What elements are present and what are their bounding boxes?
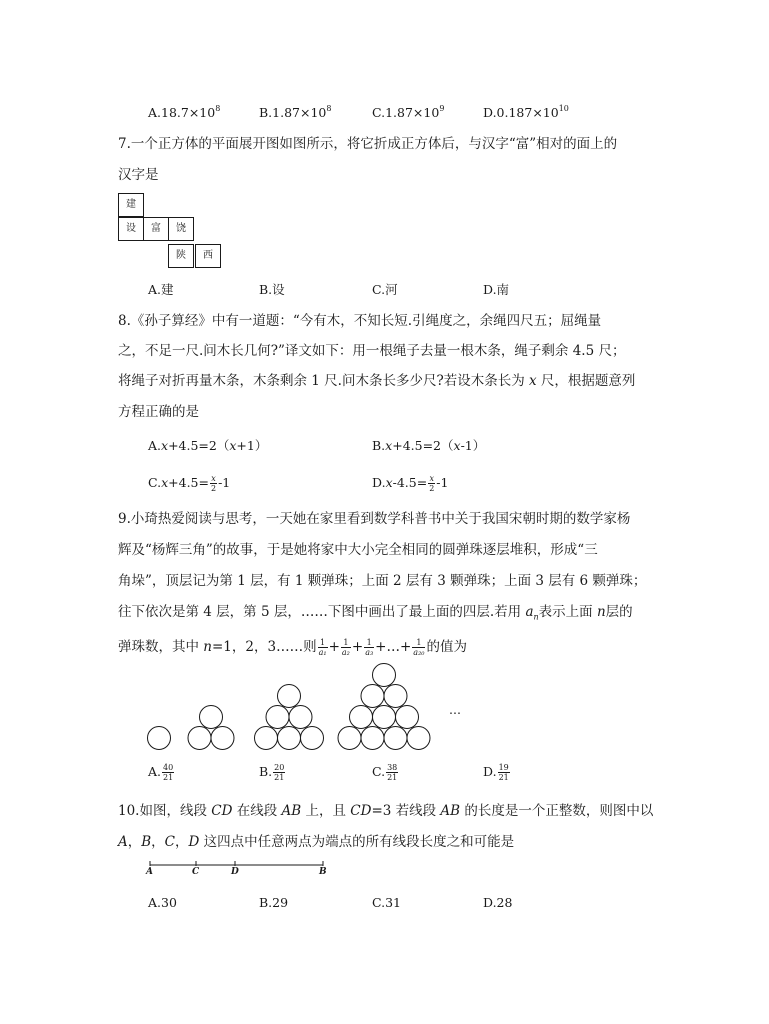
net-face-xi: 西 bbox=[195, 244, 221, 268]
q9-line4-text-b: 表示上面 bbox=[538, 604, 597, 620]
q10-l1-c: 在线段 bbox=[232, 803, 282, 819]
q9-c-num: 38 bbox=[387, 763, 398, 772]
q10-option-b[interactable]: B.29 bbox=[259, 895, 289, 910]
q7-stem-line1: 7.一个正方体的平面展开图如图所示，将它折成正方体后，与汉字“富”相对的面上的 bbox=[118, 136, 618, 152]
q9-line4-sub-n: n bbox=[533, 612, 539, 622]
q9-c-den: 21 bbox=[387, 773, 398, 782]
q10-l1-ab2: AB bbox=[440, 803, 461, 819]
q9-stem-line3: 角垛”，顶层记为第 1 层，有 1 颗弹珠；上面 2 层有 3 颗弹珠；上面 3 层有 6 颗弹珠； bbox=[118, 573, 647, 589]
q8-d-mid: -4.5= bbox=[392, 475, 428, 490]
q7-option-b[interactable]: B.设 bbox=[259, 282, 285, 297]
q8-stem-line4: 方程正确的是 bbox=[118, 404, 199, 420]
point-label-a: A bbox=[146, 867, 153, 877]
q10-l1-ab: AB bbox=[281, 803, 302, 819]
sum-term-1-den: a₁ bbox=[318, 648, 327, 657]
q8-c-frac-den: 2 bbox=[210, 484, 217, 493]
q10-l1-i: 的长度是一个正整数，则图中以 bbox=[460, 803, 654, 819]
q6-option-d-exponent: 10 bbox=[558, 104, 569, 113]
q8-d-frac-den: 2 bbox=[429, 484, 435, 493]
sum-term-20-num: 1 bbox=[412, 638, 425, 648]
q9-line5-text-a: 弹珠数，其中 bbox=[118, 639, 204, 655]
q10-l2-b: B bbox=[141, 834, 152, 850]
q9-line4-var-a: a bbox=[525, 604, 534, 620]
net-face-jian: 建 bbox=[118, 193, 144, 217]
q8-a-mid: +4.5=2（ bbox=[168, 438, 230, 453]
q9-line4-var-n: n bbox=[596, 604, 606, 620]
q10-l2-sep1: ， bbox=[127, 834, 142, 850]
q9-d-label: D. bbox=[483, 764, 497, 779]
q10-l2-sep3: ， bbox=[175, 834, 189, 850]
q9-b-den: 21 bbox=[274, 773, 285, 782]
q7-option-a[interactable]: A.建 bbox=[148, 282, 174, 297]
point-label-c: C bbox=[192, 867, 200, 877]
q8-b-mid: +4.5=2（ bbox=[392, 438, 454, 453]
q10-l1-cd: CD bbox=[211, 803, 233, 819]
q8-c-mid: +4.5= bbox=[168, 475, 209, 490]
q9-d-num: 19 bbox=[498, 763, 509, 772]
q8-d-end: -1 bbox=[436, 475, 449, 490]
net-face-shan: 陕 bbox=[168, 244, 194, 268]
q10-option-d[interactable]: D.28 bbox=[483, 895, 513, 910]
q8-a-end: +1） bbox=[236, 438, 268, 453]
q10-l1-e: 上，且 bbox=[301, 803, 351, 819]
q9-b-num: 20 bbox=[274, 763, 285, 772]
q8-c-var: x bbox=[161, 475, 169, 490]
q8-a-var: x bbox=[161, 438, 169, 453]
q9-line4-text-c: 层的 bbox=[605, 604, 633, 620]
q6-option-b-exponent: 8 bbox=[326, 104, 332, 113]
q8-c-frac-num: x bbox=[211, 474, 216, 483]
sum-ellipsis-plus: +…+ bbox=[375, 639, 412, 655]
q8-c-end: -1 bbox=[218, 475, 231, 490]
sum-term-20-den: a₂₀ bbox=[413, 648, 425, 657]
q9-stem-line2: 辉及“杨辉三角”的故事，于是她将家中大小完全相同的圆弹珠逐层堆积，形成“三 bbox=[118, 542, 598, 558]
q8-c-label: C. bbox=[148, 475, 162, 490]
q10-l2-c: C bbox=[164, 834, 176, 850]
q6-option-c-exponent: 9 bbox=[439, 104, 445, 113]
sum-term-1-num: 1 bbox=[318, 638, 328, 648]
q10-option-c[interactable]: C.31 bbox=[372, 895, 401, 910]
sum-plus-2: + bbox=[351, 639, 364, 655]
sum-term-2-den: a₂ bbox=[341, 648, 350, 657]
q8-b-var: x bbox=[385, 438, 393, 453]
q10-l1-cd2: CD bbox=[350, 803, 372, 819]
q7-option-c[interactable]: C.河 bbox=[372, 282, 398, 297]
q9-line5-var-n: n bbox=[203, 639, 212, 655]
q10-l2-a: A bbox=[118, 834, 128, 850]
q8-a-label: A. bbox=[148, 438, 162, 453]
q8-line3-text-b: 尺，根据题意列 bbox=[536, 373, 636, 389]
q10-l2-sep2: ， bbox=[151, 834, 165, 850]
q9-a-den: 21 bbox=[163, 773, 174, 782]
q6-option-b-text: B.1.87×10 bbox=[259, 105, 327, 120]
q9-c-label: C. bbox=[372, 764, 386, 779]
net-face-fu: 富 bbox=[143, 217, 169, 241]
q10-l1-g: =3 若线段 bbox=[371, 803, 441, 819]
net-face-she: 设 bbox=[118, 217, 144, 241]
q8-stem-line2: 之，不足一尺.问木长几何?”译文如下：用一根绳子去量一根木条，绳子剩余 4.5 尺； bbox=[118, 343, 626, 359]
q9-a-label: A. bbox=[148, 764, 162, 779]
pyramid-ellipsis: ... bbox=[449, 702, 461, 717]
q8-line3-variable: x bbox=[529, 373, 537, 389]
sum-plus-1: + bbox=[328, 639, 340, 655]
q7-stem-line2: 汉字是 bbox=[118, 167, 159, 183]
q6-option-d-text: D.0.187×10 bbox=[483, 105, 559, 120]
q9-d-den: 21 bbox=[498, 773, 509, 782]
q9-stem-line1: 9.小琦热爱阅读与思考，一天她在家里看到数学科普书中关于我国宋朝时期的数学家杨 bbox=[118, 511, 631, 527]
sum-term-3-den: a₃ bbox=[365, 648, 374, 657]
point-label-d: D bbox=[231, 867, 239, 877]
q10-option-a[interactable]: A.30 bbox=[148, 895, 177, 910]
sum-term-3-num: 1 bbox=[364, 638, 374, 648]
q10-l1-a: 10.如图，线段 bbox=[118, 803, 212, 819]
q8-line3-text-a: 将绳子对折再量木条，木条剩余 1 尺.问木条长多少尺?若设木条长为 bbox=[118, 373, 529, 389]
q8-d-var: x bbox=[385, 475, 393, 490]
q10-l2-d: D bbox=[188, 834, 200, 850]
q9-line5-end: 的值为 bbox=[426, 639, 467, 655]
sum-term-2-num: 1 bbox=[341, 638, 351, 648]
q8-b-end: -1） bbox=[460, 438, 486, 453]
q9-line5-text-b: =1，2，3……则 bbox=[212, 639, 317, 655]
q6-option-a-exponent: 8 bbox=[215, 104, 221, 113]
point-label-b: B bbox=[319, 867, 327, 877]
q8-stem-line1: 8.《孙子算经》中有一道题：“今有木，不知长短.引绳度之，余绳四尺五；屈绳量 bbox=[118, 313, 602, 329]
q9-a-num: 40 bbox=[163, 763, 174, 772]
q8-d-frac-num: x bbox=[429, 474, 434, 483]
q9-b-label: B. bbox=[259, 764, 273, 779]
q10-l2-h: 这四点中任意两点为端点的所有线段长度之和可能是 bbox=[199, 834, 515, 850]
q6-option-c-text: C.1.87×10 bbox=[372, 105, 440, 120]
q8-a-var2: x bbox=[229, 438, 237, 453]
q9-line4-text-a: 往下依次是第 4 层，第 5 层，……下图中画出了最上面的四层.若用 bbox=[118, 604, 526, 620]
net-face-rao: 饶 bbox=[168, 217, 194, 241]
q7-option-d[interactable]: D.南 bbox=[483, 282, 510, 297]
q8-d-label: D. bbox=[372, 475, 386, 490]
q6-option-a-text: A.18.7×10 bbox=[148, 105, 216, 120]
q8-b-label: B. bbox=[372, 438, 386, 453]
q8-b-var2: x bbox=[453, 438, 461, 453]
